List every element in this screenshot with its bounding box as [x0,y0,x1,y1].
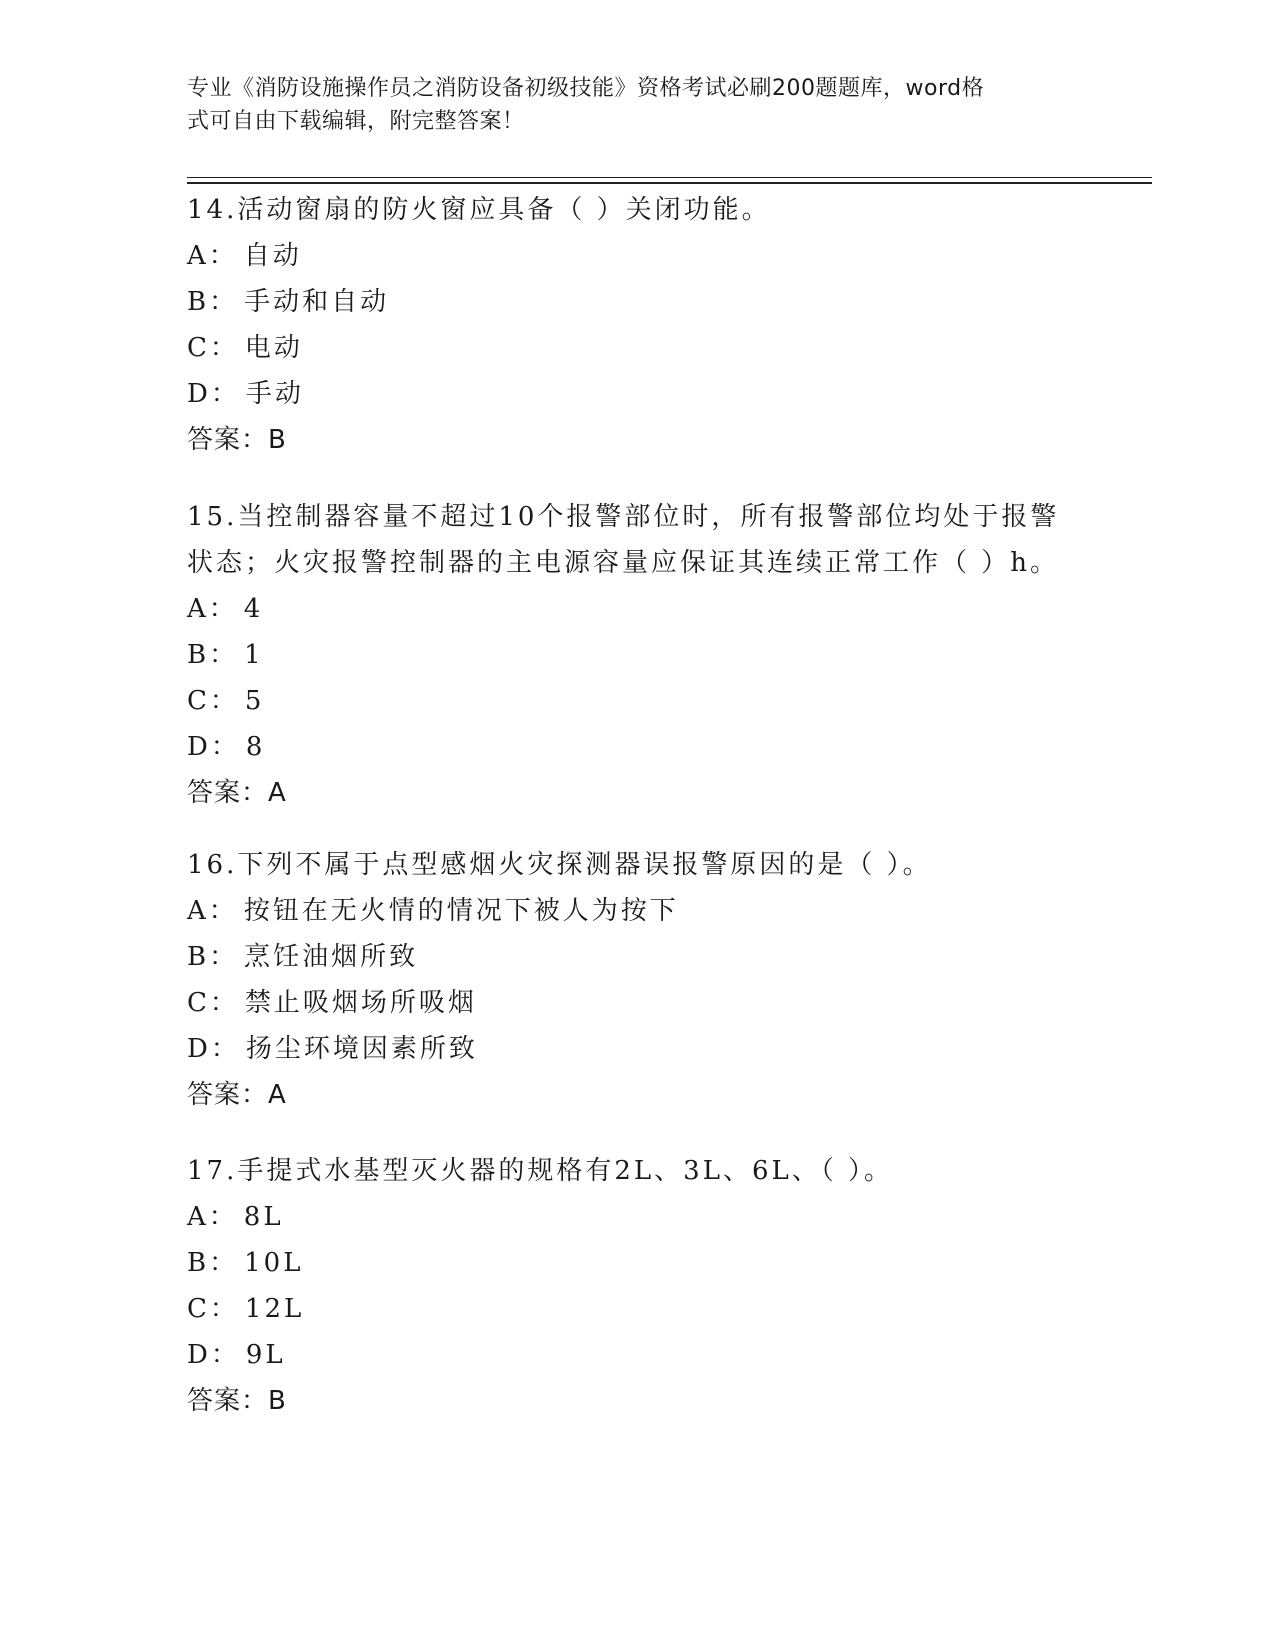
option-text: 8 [245,732,266,762]
option-b [187,1240,1087,1286]
question-stem: 17.手提式水基型灭火器的规格有2L、3L、6L、（ ）。 [187,1156,894,1186]
option-a [187,888,1087,934]
option-text: 按钮在无火情的情况下被人为按下 [243,896,679,926]
option-key: C： [187,1294,239,1324]
answer-line: 答案：A [187,1080,287,1110]
option-text: 4 [243,594,264,624]
question-stem: 14.活动窗扇的防火窗应具备（ ）关闭功能。 [187,195,771,225]
option-text: 8L [243,1202,284,1232]
option-a [187,586,1087,632]
option-c [187,980,1087,1026]
option-b [187,279,1087,325]
option-text: 5 [244,686,265,716]
option-text: 9L [245,1340,286,1370]
option-key: A： [187,1202,238,1232]
header-divider-thin [187,177,1152,178]
option-b [187,934,1087,980]
header-line-2: 式可自由下载编辑，附完整答案！ [187,109,525,134]
question-15 [187,494,1087,816]
header-line-1: 专业《消防设施操作员之消防设备初级技能》资格考试必刷200题题库，word格 [187,76,985,101]
option-c [187,678,1087,724]
document-header [187,72,1077,138]
option-key: D： [187,1340,240,1370]
option-key: A： [187,594,238,624]
option-key: C： [187,988,239,1018]
option-c [187,1286,1087,1332]
option-b [187,632,1087,678]
option-key: D： [187,732,240,762]
option-d [187,371,1087,417]
question-17 [187,1148,1087,1424]
option-d [187,724,1087,770]
option-key: A： [187,896,238,926]
question-14 [187,187,1087,463]
question-stem-line-2: 状态；火灾报警控制器的主电源容量应保证其连续正常工作（ ）h。 [187,548,1060,578]
option-key: C： [187,333,239,363]
answer-line: 答案：B [187,425,287,455]
question-stem-line-1: 15.当控制器容量不超过10个报警部位时，所有报警部位均处于报警 [187,502,1060,532]
option-text: 烹饪油烟所致 [244,942,419,972]
question-16 [187,842,1087,1118]
option-d [187,1332,1087,1378]
option-key: D： [187,1034,240,1064]
answer-line: 答案：A [187,778,287,808]
option-text: 扬尘环境因素所致 [245,1034,478,1064]
option-d [187,1026,1087,1072]
option-text: 10L [244,1248,304,1278]
option-key: B： [187,1248,239,1278]
option-text: 12L [244,1294,305,1324]
option-text: 手动 [245,379,304,409]
option-key: B： [187,640,239,670]
question-stem: 16.下列不属于点型感烟火灾探测器误报警原因的是（ ）。 [187,850,932,880]
option-a [187,1194,1087,1240]
answer-line: 答案：B [187,1386,287,1416]
option-text: 禁止吸烟场所吸烟 [244,988,477,1018]
option-key: B： [187,287,239,317]
option-text: 自动 [243,241,302,271]
option-text: 1 [244,640,264,670]
option-key: A： [187,241,238,271]
option-key: C： [187,686,239,716]
option-a [187,233,1087,279]
header-divider-thick [187,182,1152,184]
option-key: D： [187,379,240,409]
option-text: 手动和自动 [244,287,390,317]
option-c [187,325,1087,371]
option-key: B： [187,942,239,972]
option-text: 电动 [244,333,303,363]
